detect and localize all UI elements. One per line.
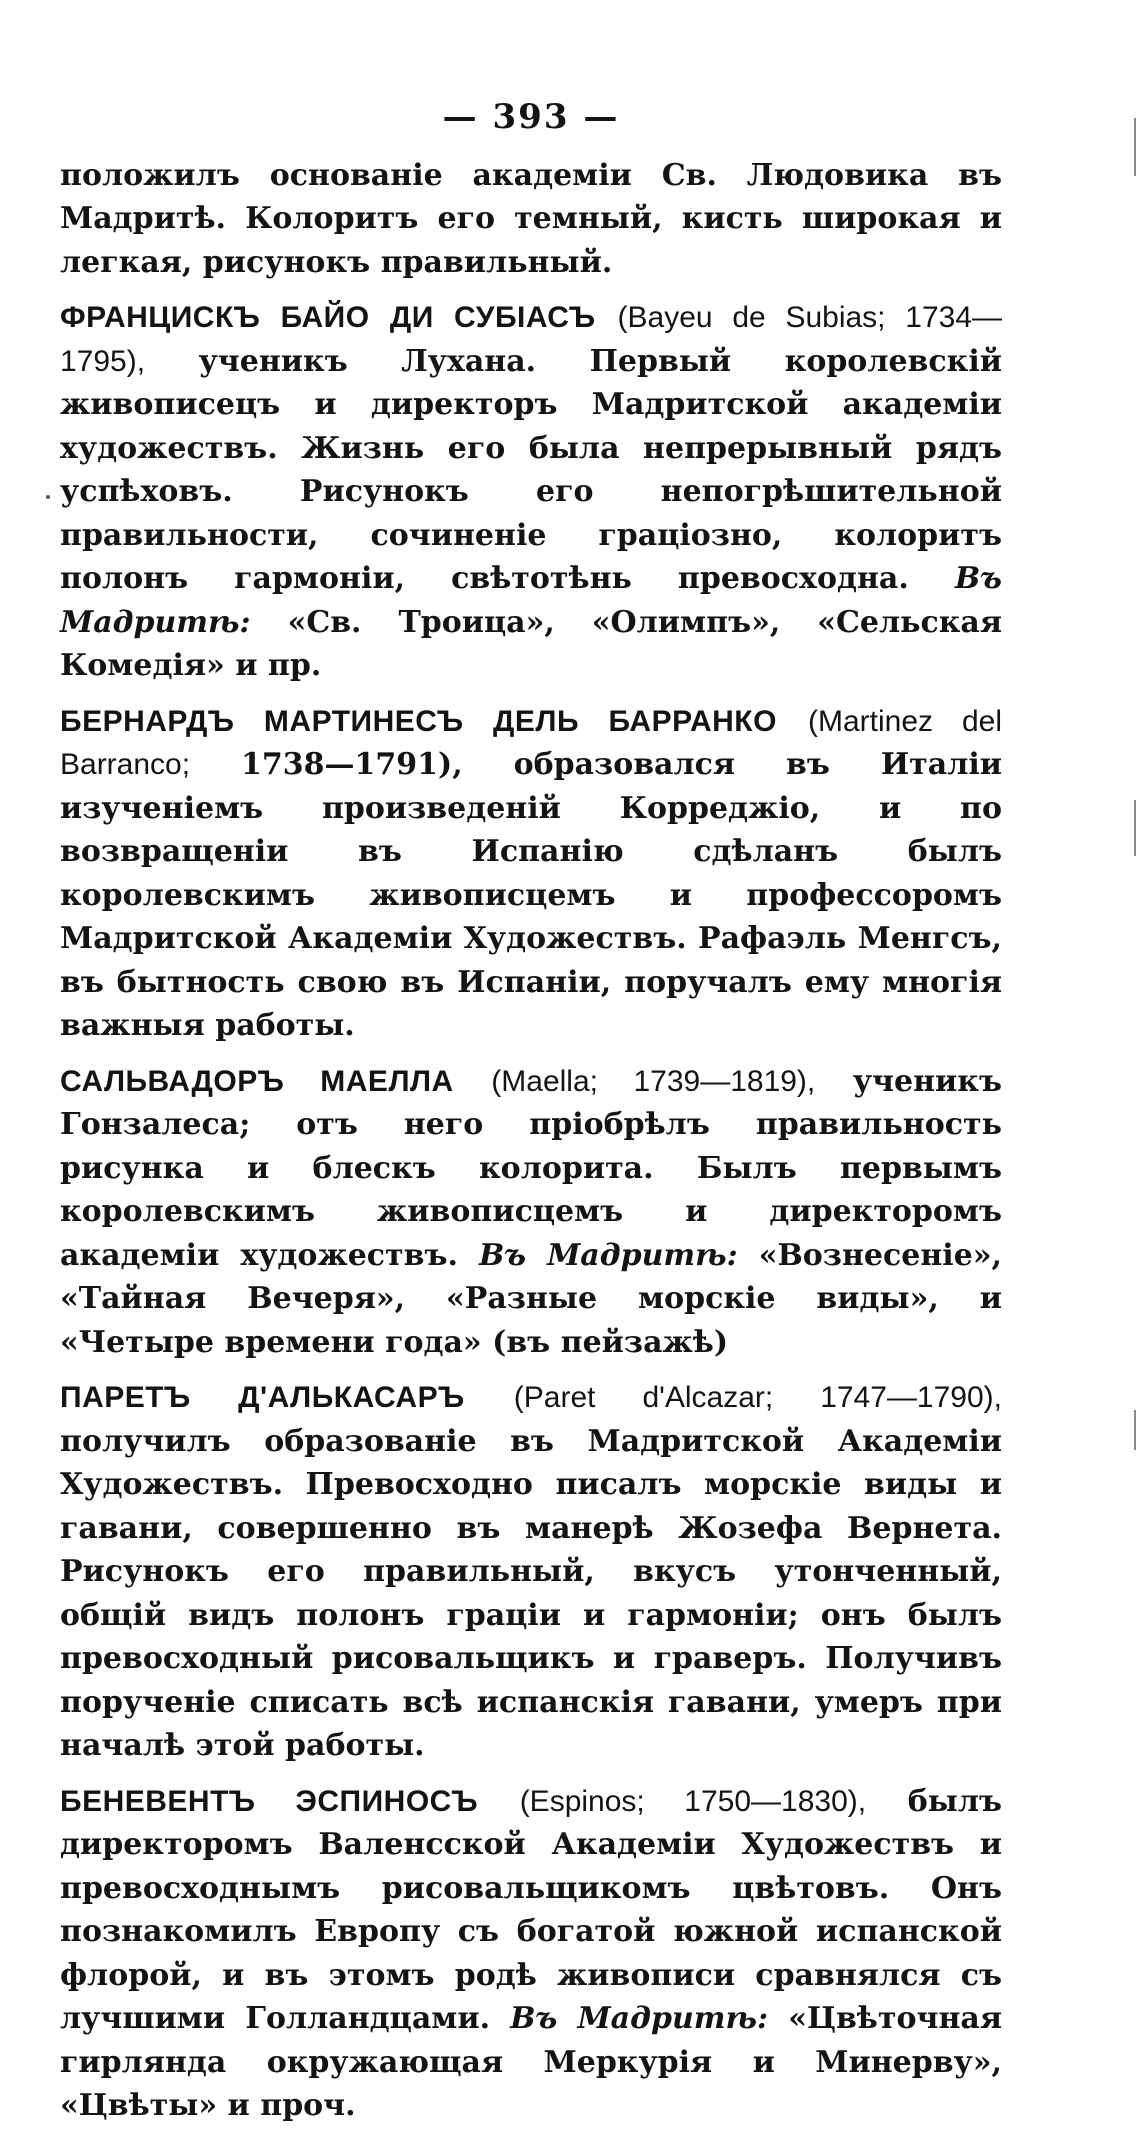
scan-speck — [46, 495, 50, 499]
entry-text: былъ директоромъ Валенсской Академіи Художествъ и превосходнымъ рисовальщикомъ цвѣтовъ. Онъ познакомилъ Европу съ богатой южной испанской флорой, и въ этомъ родѣ живописи сравнялся съ лучшими Голландцами. — [60, 1783, 1002, 2036]
paragraph-continuation — [60, 154, 1002, 285]
artist-latin-name-dates: (Maella; 1739—1819), — [491, 1064, 816, 1098]
artist-name: ФРАНЦИСКЪ БАЙО ДИ СУБІАСЪ — [60, 301, 596, 334]
page-edge-mark-top — [1134, 118, 1136, 176]
location-label: Въ Мадритѣ: — [478, 1237, 738, 1273]
works-list: «Св. Троица», «Олимпъ», «Сельская Комедія» и пр. — [60, 604, 1002, 683]
entry-text: получилъ образованіе въ Мадритской Академіи Художествъ. Превосходно писалъ морскіе виды и гавани, совершенно въ манерѣ Жозефа Вернета. Рисунокъ его правильный, вкусъ утонченный, общій видъ полонъ граціи и гармоніи; онъ былъ превосходный рисовальщикъ и граверъ. Получивъ порученіе списать всѣ испанскія гавани, умеръ при началѣ этой работы. — [60, 1423, 1002, 1763]
book-page — [60, 96, 1002, 2140]
page-edge-mark-lower — [1134, 1410, 1136, 1450]
entry-maella — [60, 1060, 1002, 1365]
entry-paret-dalcazar — [60, 1376, 1002, 1768]
location-label: Въ Мадритѣ: — [510, 2001, 769, 2036]
entry-text: ученикъ Гонзалеса; отъ него пріобрѣлъ правильность рисунка и блескъ колорита. Былъ первымъ королевскимъ живописцемъ и директоромъ академіи художествъ. — [60, 1063, 1002, 1273]
page-edge-mark-middle — [1134, 800, 1136, 856]
works-list: «Вознесеніе», «Тайная Вечеря», «Разные морскіе виды», и «Четыре времени года» (въ пейзажѣ) — [60, 1237, 1002, 1360]
paragraph-text: положилъ основаніе академіи Св. Людовика въ Мадритѣ. Колоритъ его темный, кисть широкая и легкая, рисунокъ правильный. — [60, 157, 1002, 280]
artist-latin-name-dates: (Martinez del Barranco; — [60, 704, 1002, 781]
artist-name: ПАРЕТЪ Д'АЛЬКАСАРЪ — [60, 1381, 465, 1414]
artist-latin-name-dates: (Bayeu de Subias; 1734—1795), — [60, 301, 1002, 378]
entry-text: 1738—1791), образовался въ Италіи изученіемъ произведеній Корреджіо, и по возвращеніи въ Испанію сдѣланъ былъ королевскимъ живописцемъ и профессоромъ Мадритской Академіи Художествъ. Рафаэль Менгсъ, въ бытность свою въ Испаніи, поручалъ ему многія важныя работы. — [60, 747, 1002, 1043]
artist-name: САЛЬВАДОРЪ МАЕЛЛА — [60, 1064, 454, 1098]
page-number: — 393 — — [442, 97, 620, 137]
location-label: Въ Мадритѣ: — [60, 561, 1002, 640]
entry-espinos — [60, 1780, 1002, 2128]
entry-martinez-del-barranco — [60, 700, 1002, 1048]
entry-bayeu — [60, 296, 1002, 688]
artist-name: БЕНЕВЕНТЪ ЭСПИНОСЪ — [60, 1784, 479, 1818]
artist-latin-name-dates: (Espinos; 1750—1830), — [519, 1784, 867, 1818]
artist-name: БЕРНАРДЪ МАРТИНЕСЪ ДЕЛЬ БАРРАНКО — [60, 704, 777, 738]
artist-latin-name-dates: (Paret d'Alcazar; 1747—1790), — [513, 1381, 1002, 1414]
works-list: «Цвѣточная гирлянда окружающая Меркурія и Минерву», «Цвѣты» и проч. — [60, 2001, 1003, 2123]
entry-text: ученикъ Лухана. Первый королевскій живописецъ и директоръ Мадритской академіи художествъ. Жизнь его была непрерывный рядъ успѣховъ. Рисунокъ его непогрѣшительной правильности, сочиненіе граціозно, колоритъ полонъ гармоніи, свѣтотѣнь превосходна. — [60, 343, 1002, 596]
